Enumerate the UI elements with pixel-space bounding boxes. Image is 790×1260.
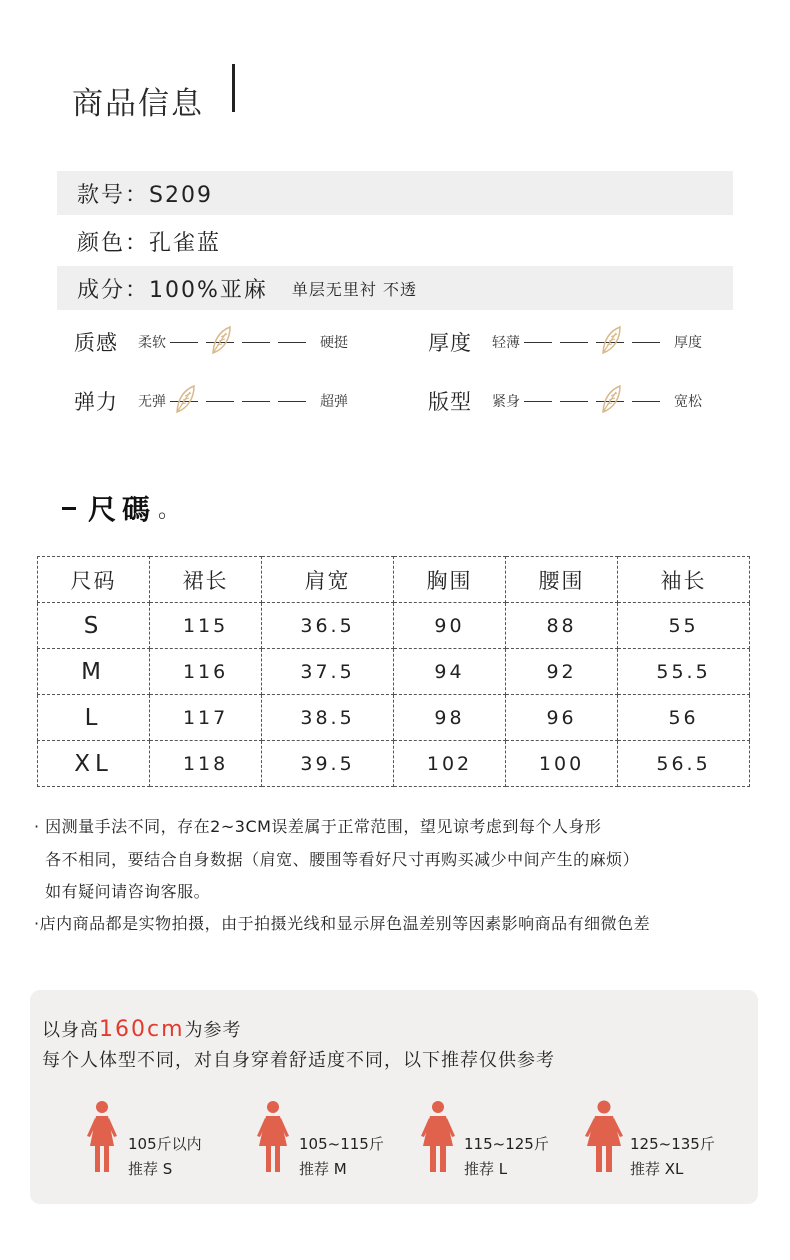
size-title-dot: 。 xyxy=(158,497,181,523)
material-value: 成分：100%亚麻 xyxy=(77,277,268,303)
column-header: 裙长 xyxy=(150,557,262,603)
table-cell: 117 xyxy=(150,695,262,741)
attr-elasticity xyxy=(74,381,348,421)
table-cell: 98 xyxy=(393,695,505,741)
table-row xyxy=(38,741,750,787)
column-header: 腰围 xyxy=(506,557,618,603)
table-cell: M xyxy=(38,649,150,695)
figure-item-xl xyxy=(584,1100,715,1182)
figure-weight: 105斤以内 xyxy=(128,1135,202,1153)
title-divider xyxy=(232,64,235,112)
person-figure-icon xyxy=(418,1100,458,1180)
table-header-row xyxy=(38,557,750,603)
reference-suffix: 为参考 xyxy=(184,1020,242,1041)
figure-recommendation: 推荐 XL xyxy=(630,1160,684,1178)
table-cell: 94 xyxy=(393,649,505,695)
figure-weight: 115~125斤 xyxy=(464,1135,549,1153)
table-cell: 56.5 xyxy=(618,741,750,787)
material-note: 单层无里衬 不透 xyxy=(291,279,417,299)
attr-fit xyxy=(428,381,702,421)
figure-weight: 105~115斤 xyxy=(299,1135,384,1153)
color-note-line: ·店内商品都是实物拍摄，由于拍摄光线和显示屏色温差别等因素影响商品有细微色差 xyxy=(34,914,651,933)
table-row xyxy=(38,649,750,695)
figure-recommendation: 推荐 S xyxy=(128,1160,173,1178)
column-header: 尺码 xyxy=(38,557,150,603)
table-cell: 56 xyxy=(618,695,750,741)
table-row xyxy=(38,695,750,741)
table-cell: 100 xyxy=(506,741,618,787)
figure-item-m xyxy=(253,1100,384,1182)
attr-thickness xyxy=(428,322,702,362)
table-cell: 36.5 xyxy=(262,603,394,649)
leaf-marker-icon xyxy=(210,325,232,355)
attr-low: 柔软 xyxy=(138,335,166,351)
table-cell: 115 xyxy=(150,603,262,649)
reference-prefix: 以身高 xyxy=(42,1020,99,1041)
attr-high: 超弹 xyxy=(320,394,348,410)
table-cell: 96 xyxy=(506,695,618,741)
column-header: 胸围 xyxy=(393,557,505,603)
figure-recommendation: 推荐 M xyxy=(299,1160,347,1178)
attr-high: 宽松 xyxy=(674,394,702,410)
table-cell: XL xyxy=(38,741,150,787)
attr-label: 版型 xyxy=(428,390,472,414)
person-figure-icon xyxy=(584,1100,624,1180)
size-table xyxy=(37,556,750,787)
size-title: 尺碼 xyxy=(88,493,157,526)
reference-height: 160cm xyxy=(99,1017,185,1042)
leaf-marker-icon xyxy=(600,384,622,414)
person-figure-icon xyxy=(82,1100,122,1180)
attr-scale xyxy=(524,342,668,343)
measurement-note-line: 如有疑问请咨询客服。 xyxy=(34,882,211,901)
figure-weight: 125~135斤 xyxy=(630,1135,715,1153)
table-row xyxy=(38,603,750,649)
table-cell: L xyxy=(38,695,150,741)
attr-scale xyxy=(524,401,668,402)
table-cell: 55 xyxy=(618,603,750,649)
leaf-marker-icon xyxy=(174,384,196,414)
table-cell: 38.5 xyxy=(262,695,394,741)
heading-dash xyxy=(62,507,76,510)
table-cell: 90 xyxy=(393,603,505,649)
table-cell: 37.5 xyxy=(262,649,394,695)
style-number: 款号：S209 xyxy=(77,182,213,208)
attr-high: 硬挺 xyxy=(320,335,348,351)
leaf-marker-icon xyxy=(600,325,622,355)
attr-low: 紧身 xyxy=(492,394,520,410)
attr-high: 厚度 xyxy=(674,335,702,351)
attr-texture xyxy=(74,322,348,362)
attr-scale xyxy=(170,401,314,402)
measurement-note-line: 各不相同，要结合自身数据（肩宽、腰围等看好尺寸再购买减少中间产生的麻烦） xyxy=(34,850,640,869)
table-cell: S xyxy=(38,603,150,649)
column-header: 肩宽 xyxy=(262,557,394,603)
table-cell: 55.5 xyxy=(618,649,750,695)
table-cell: 118 xyxy=(150,741,262,787)
attr-label: 弹力 xyxy=(74,390,118,414)
attr-low: 轻薄 xyxy=(492,335,520,351)
reference-height-line xyxy=(42,1016,242,1042)
table-cell: 39.5 xyxy=(262,741,394,787)
table-cell: 88 xyxy=(506,603,618,649)
color-value: 颜色：孔雀蓝 xyxy=(77,230,222,256)
color-row xyxy=(57,219,733,263)
size-section-heading xyxy=(62,488,180,528)
page-title: 商品信息 xyxy=(72,86,204,122)
measurement-note-line: · 因测量手法不同，存在2~3CM误差属于正常范围，望见谅考虑到每个人身形 xyxy=(34,817,602,836)
reference-disclaimer: 每个人体型不同，对自身穿着舒适度不同，以下推荐仅供参考 xyxy=(42,1050,555,1071)
person-figure-icon xyxy=(253,1100,293,1180)
attr-label: 厚度 xyxy=(428,331,472,355)
table-cell: 102 xyxy=(393,741,505,787)
table-cell: 92 xyxy=(506,649,618,695)
attr-low: 无弹 xyxy=(138,394,166,410)
table-cell: 116 xyxy=(150,649,262,695)
material-row xyxy=(57,266,733,310)
style-number-row xyxy=(57,171,733,215)
figure-recommendation: 推荐 L xyxy=(464,1160,508,1178)
figure-item-s xyxy=(82,1100,202,1182)
attr-label: 质感 xyxy=(74,331,118,355)
attr-scale xyxy=(170,342,314,343)
column-header: 袖长 xyxy=(618,557,750,603)
figure-item-l xyxy=(418,1100,549,1182)
